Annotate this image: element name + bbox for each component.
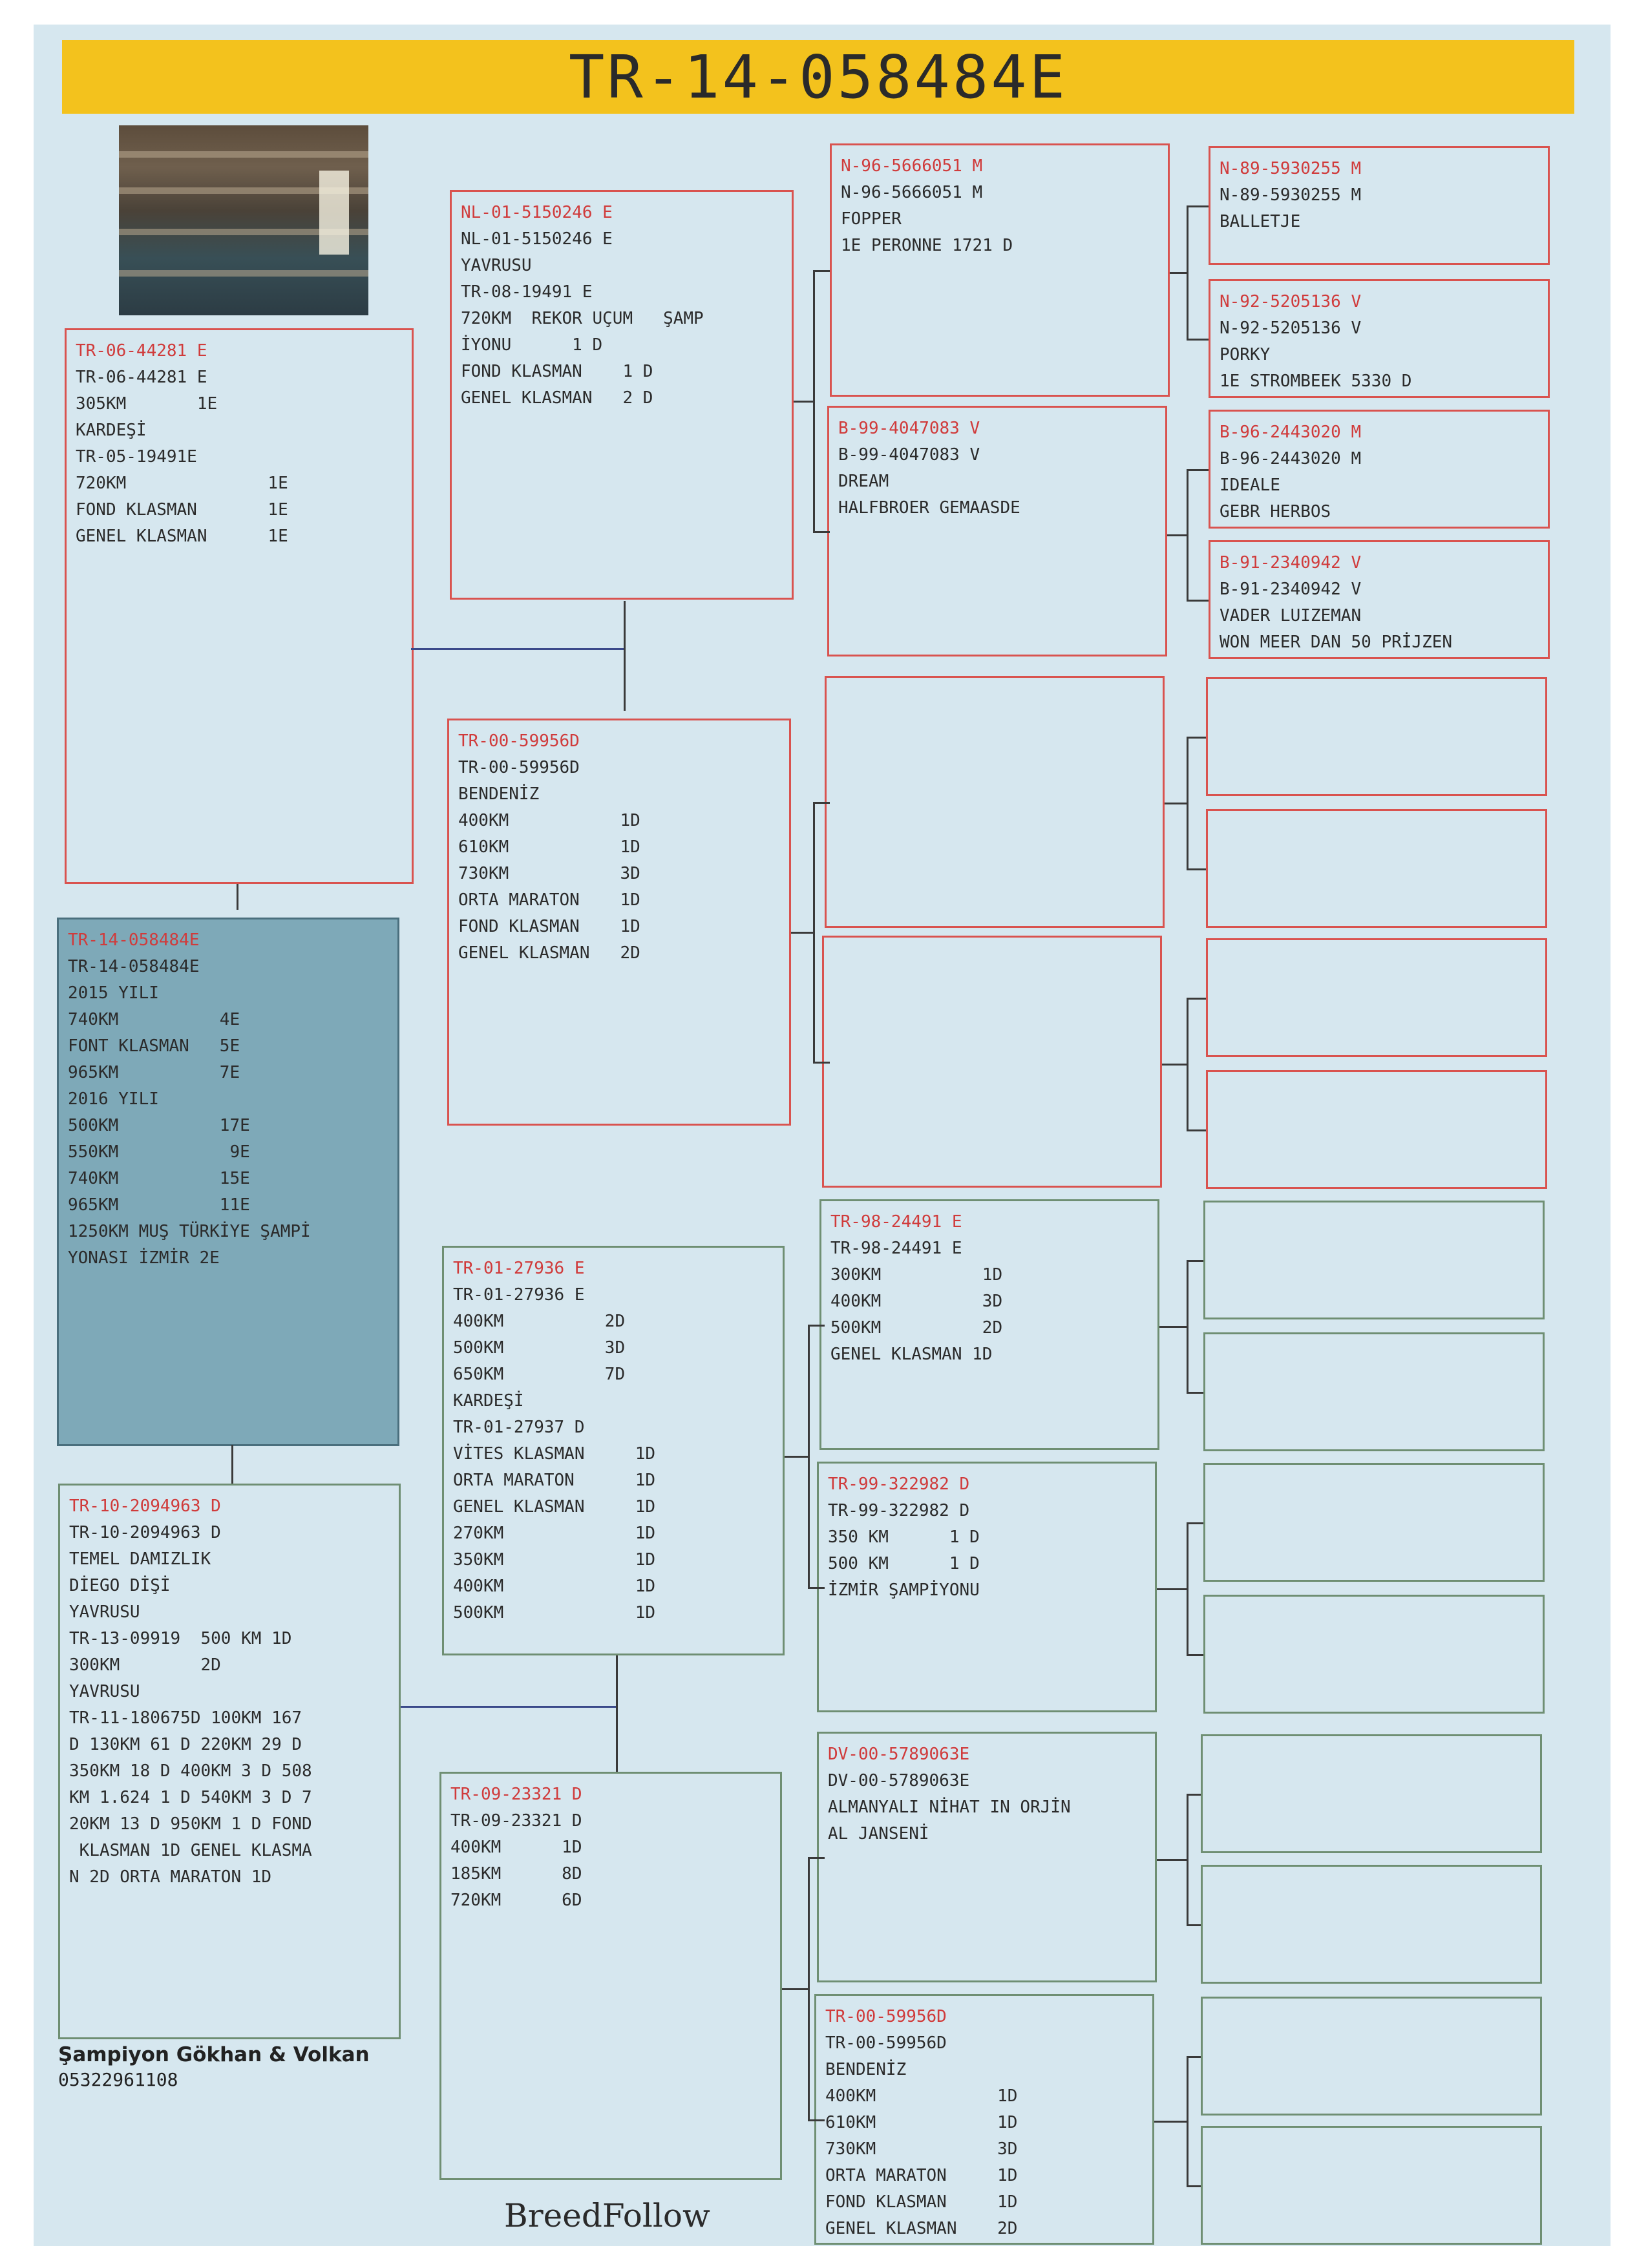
card-line: KARDEŞİ <box>76 421 147 440</box>
card-line: İZMİR ŞAMPİYONU <box>828 1580 980 1600</box>
card-line: TR-14-058484E <box>68 957 200 976</box>
card-line: 500KM 2D <box>830 1318 1003 1338</box>
card-line: DİEGO DİŞİ <box>69 1576 171 1595</box>
card-line: 720KM REKOR UÇUM ŞAMP <box>461 309 704 328</box>
card-line: 500KM 17E <box>68 1116 250 1135</box>
card-line: 20KM 13 D 950KM 1 D FOND <box>69 1814 312 1834</box>
card-line: FOND KLASMAN 1E <box>76 500 288 520</box>
card-line: TR-10-2094963 D <box>69 1523 221 1542</box>
connector <box>1187 1260 1203 1262</box>
card-line: AL JANSENİ <box>828 1824 929 1843</box>
page-title: TR-14-058484E <box>568 42 1068 112</box>
card-line: 740KM 15E <box>68 1169 250 1188</box>
connector <box>1187 2056 1201 2058</box>
great-grandparent-card <box>1206 677 1547 796</box>
card-line: 610KM 1D <box>458 837 640 857</box>
ring-number-header: N-92-5205136 V <box>1220 292 1362 311</box>
card-line: GENEL KLASMAN 2 D <box>461 388 653 408</box>
card-line: VADER LUIZEMAN <box>1220 606 1362 625</box>
card-line: KARDEŞİ <box>453 1391 524 1411</box>
card-line: TEMEL DAMIZLIK <box>69 1549 211 1569</box>
connector <box>1187 469 1188 600</box>
connector <box>1167 534 1187 536</box>
card-line: İYONU 1 D <box>461 335 603 355</box>
card-line: B-99-4047083 V <box>838 445 980 465</box>
card-line: N-89-5930255 M <box>1220 185 1362 205</box>
card-line: GENEL KLASMAN 2D <box>458 943 640 963</box>
card-line: PORKY <box>1220 345 1271 364</box>
card-line: TR-98-24491 E <box>830 1239 962 1258</box>
connector <box>1187 1522 1203 1524</box>
connector <box>1187 600 1209 602</box>
grandparent-card <box>825 676 1165 928</box>
card-line: DREAM <box>838 472 889 491</box>
connector <box>1187 1654 1203 1656</box>
card-line: 965KM 7E <box>68 1063 240 1082</box>
card-line: B-91-2340942 V <box>1220 580 1362 599</box>
connector <box>785 1456 808 1458</box>
connector <box>1187 339 1209 341</box>
great-grandparent-card <box>1206 1070 1547 1189</box>
card-line: IDEALE <box>1220 476 1280 495</box>
card-line: TR-13-09919 500 KM 1D <box>69 1629 292 1648</box>
great-grandparent-card <box>1201 2126 1542 2245</box>
card-line: FOND KLASMAN 1D <box>825 2192 1018 2212</box>
ring-number-header: TR-14-058484E <box>68 930 200 950</box>
connector <box>1154 2121 1187 2123</box>
connector <box>1170 272 1187 274</box>
card-line: KLASMAN 1D GENEL KLASMA <box>69 1841 312 1860</box>
card-line: 400KM 3D <box>830 1292 1003 1311</box>
card-line: 1E PERONNE 1721 D <box>841 236 1013 255</box>
connector <box>237 884 238 910</box>
card-line: FOPPER <box>841 209 902 229</box>
connector <box>1187 998 1206 1000</box>
connector <box>808 1587 825 1589</box>
card-line: YAVRUSU <box>69 1682 140 1701</box>
card-line: TR-05-19491E <box>76 447 197 467</box>
card-line: D 130KM 61 D 220KM 29 D <box>69 1735 302 1754</box>
connector <box>1187 998 1188 1129</box>
card-line: ALMANYALI NİHAT IN ORJİN <box>828 1798 1071 1817</box>
card-line: 305KM 1E <box>76 394 218 414</box>
great-grandparent-card <box>1201 1734 1542 1853</box>
connector <box>808 1325 825 1327</box>
ring-number-header: TR-98-24491 E <box>830 1212 962 1232</box>
card-line: FONT KLASMAN 5E <box>68 1036 240 1056</box>
connector <box>624 601 626 711</box>
ring-number-header: TR-01-27936 E <box>453 1259 585 1278</box>
ring-number-header: TR-09-23321 D <box>450 1785 582 1804</box>
card-line: DV-00-5789063E <box>828 1771 970 1790</box>
card-line: GENEL KLASMAN 1D <box>453 1497 656 1517</box>
connector <box>1165 803 1187 804</box>
connector <box>813 1062 830 1064</box>
connector <box>1187 1129 1206 1131</box>
card-line: GENEL KLASMAN 2D <box>825 2219 1018 2238</box>
card-line: 400KM 1D <box>450 1838 582 1857</box>
connector <box>1187 1392 1203 1394</box>
grandparent-card <box>819 1199 1159 1450</box>
card-line: BALLETJE <box>1220 212 1301 231</box>
sire-mate-card <box>447 719 791 1126</box>
connector <box>813 270 815 531</box>
card-line: ORTA MARATON 1D <box>453 1471 656 1490</box>
great-grandparent-card <box>1203 1201 1545 1319</box>
ring-number-header: B-91-2340942 V <box>1220 553 1362 572</box>
connector <box>1187 1522 1188 1654</box>
sibling-card <box>65 328 414 884</box>
card-line: 740KM 4E <box>68 1010 240 1029</box>
loft-photo <box>119 125 368 315</box>
card-line: N-92-5205136 V <box>1220 319 1362 338</box>
connector <box>1157 1588 1187 1590</box>
sire-card <box>450 190 794 600</box>
ring-number-header: NL-01-5150246 E <box>461 203 613 222</box>
card-line: GEBR HERBOS <box>1220 502 1331 521</box>
card-line: TR-00-59956D <box>825 2033 947 2053</box>
ring-number-header: B-99-4047083 V <box>838 419 980 438</box>
connector <box>808 2119 825 2121</box>
great-grandparent-card <box>1203 1463 1545 1582</box>
card-line: B-96-2443020 M <box>1220 449 1362 468</box>
card-line: 500KM 3D <box>453 1338 626 1358</box>
card-line: 550KM 9E <box>68 1142 250 1162</box>
great-grandparent-card <box>1206 809 1547 928</box>
connector <box>813 531 830 533</box>
grandparent-card <box>817 1732 1157 1982</box>
card-line: 610KM 1D <box>825 2113 1018 2132</box>
connector <box>1187 1924 1201 1926</box>
card-line: YONASI İZMİR 2E <box>68 1248 220 1268</box>
ring-number-header: N-96-5666051 M <box>841 156 983 176</box>
card-line: 400KM 2D <box>453 1312 626 1331</box>
ring-number-header: TR-00-59956D <box>458 731 580 751</box>
card-line: ORTA MARATON 1D <box>458 890 640 910</box>
card-line: 1250KM MUŞ TÜRKİYE ŞAMPİ <box>68 1222 311 1241</box>
connector <box>1187 868 1206 870</box>
connector <box>794 401 813 403</box>
card-line: 650KM 7D <box>453 1365 626 1384</box>
card-line: WON MEER DAN 50 PRİJZEN <box>1220 633 1453 652</box>
connector <box>1187 1260 1188 1392</box>
ring-number-header: N-89-5930255 M <box>1220 159 1362 178</box>
card-line: KM 1.624 1 D 540KM 3 D 7 <box>69 1788 312 1807</box>
great-grandparent-card <box>1206 938 1547 1057</box>
great-grandparent-card <box>1201 1997 1542 2116</box>
grandparent-card <box>830 143 1170 397</box>
card-line: NL-01-5150246 E <box>461 229 613 249</box>
dam-card <box>442 1246 785 1655</box>
great-grandparent-card <box>1209 410 1550 529</box>
connector <box>1187 469 1209 471</box>
connector <box>401 1706 617 1708</box>
great-grandparent-card <box>1203 1332 1545 1451</box>
card-line: 720KM 6D <box>450 1891 582 1910</box>
connector <box>1187 737 1206 739</box>
connector <box>1187 2185 1201 2187</box>
card-line: 400KM 1D <box>453 1577 656 1596</box>
card-line: 270KM 1D <box>453 1524 656 1543</box>
ring-number-header: TR-06-44281 E <box>76 341 207 361</box>
connector <box>231 1445 233 1484</box>
card-line: HALFBROER GEMAASDE <box>838 498 1020 518</box>
connector <box>1187 205 1209 207</box>
connector <box>616 1655 618 1772</box>
great-grandparent-card <box>1209 540 1550 659</box>
connector <box>1157 1859 1187 1861</box>
card-line: BENDENİZ <box>825 2060 907 2079</box>
card-line: FOND KLASMAN 1D <box>458 917 640 936</box>
connector <box>1187 1794 1201 1796</box>
card-line: TR-06-44281 E <box>76 368 207 387</box>
card-line: 350KM 18 D 400KM 3 D 508 <box>69 1761 312 1781</box>
ring-number-header: TR-00-59956D <box>825 2007 947 2026</box>
card-line: 2015 YILI <box>68 983 159 1003</box>
card-line: BENDENİZ <box>458 784 540 804</box>
connector <box>1187 2056 1188 2185</box>
connector <box>1187 737 1188 868</box>
card-line: N-96-5666051 M <box>841 183 983 202</box>
great-grandparent-card <box>1209 279 1550 398</box>
card-line: TR-09-23321 D <box>450 1811 582 1831</box>
card-line: 185KM 8D <box>450 1864 582 1884</box>
card-line: VİTES KLASMAN 1D <box>453 1444 656 1464</box>
card-line: 730KM 3D <box>458 864 640 883</box>
card-line: N 2D ORTA MARATON 1D <box>69 1867 272 1887</box>
card-line: 965KM 11E <box>68 1195 250 1215</box>
card-line: 300KM 1D <box>830 1265 1003 1285</box>
card-line: 730KM 3D <box>825 2139 1018 2159</box>
card-line: 1E STROMBEEK 5330 D <box>1220 372 1412 391</box>
card-line: 400KM 1D <box>825 2086 1018 2106</box>
title-banner <box>62 40 1574 114</box>
brand-logo: BreedFollow <box>504 2197 710 2234</box>
card-line: 2016 YILI <box>68 1089 159 1109</box>
card-line: TR-01-27936 E <box>453 1285 585 1305</box>
connector <box>782 1988 808 1990</box>
card-line: GENEL KLASMAN 1D <box>830 1345 993 1364</box>
card-line: ORTA MARATON 1D <box>825 2166 1018 2185</box>
card-line: TR-11-180675D 100KM 167 <box>69 1708 302 1728</box>
card-line: TR-08-19491 E <box>461 282 593 302</box>
card-line: 350 KM 1 D <box>828 1528 980 1547</box>
connector <box>1159 1326 1187 1328</box>
card-line: 300KM 2D <box>69 1655 221 1675</box>
connector <box>813 270 830 272</box>
card-line: YAVRUSU <box>69 1602 140 1622</box>
great-grandparent-card <box>1201 1865 1542 1984</box>
connector <box>1187 1794 1188 1924</box>
owner-phone: 05322961108 <box>58 2069 178 2090</box>
connector <box>808 1857 810 2119</box>
card-line: TR-00-59956D <box>458 758 580 777</box>
connector <box>791 932 813 934</box>
dam-mate-card <box>439 1772 782 2180</box>
connector <box>1187 205 1188 339</box>
card-line: TR-01-27937 D <box>453 1418 585 1437</box>
grandparent-card <box>817 1462 1157 1712</box>
great-grandparent-card <box>1203 1595 1545 1714</box>
connector <box>808 1325 810 1587</box>
card-line: FOND KLASMAN 1 D <box>461 362 653 381</box>
card-line: 500 KM 1 D <box>828 1554 980 1573</box>
connector <box>808 1857 825 1859</box>
connector <box>813 802 830 804</box>
connector <box>813 802 815 1062</box>
ring-number-header: DV-00-5789063E <box>828 1745 970 1764</box>
owner-name: Şampiyon Gökhan & Volkan <box>58 2043 370 2066</box>
grandparent-card <box>822 936 1162 1188</box>
card-line: YAVRUSU <box>461 256 532 275</box>
card-line: 500KM 1D <box>453 1603 656 1622</box>
card-line: 720KM 1E <box>76 474 288 493</box>
grandparent-card <box>827 406 1167 656</box>
ring-number-header: TR-10-2094963 D <box>69 1496 221 1516</box>
ring-number-header: TR-99-322982 D <box>828 1475 970 1494</box>
connector <box>1162 1064 1187 1066</box>
card-line: GENEL KLASMAN 1E <box>76 527 288 546</box>
card-line: 400KM 1D <box>458 811 640 830</box>
grandparent-card <box>814 1994 1154 2245</box>
card-line: 350KM 1D <box>453 1550 656 1570</box>
card-line: TR-99-322982 D <box>828 1501 970 1520</box>
great-grandparent-card <box>1209 146 1550 265</box>
dam-side-card <box>58 1484 401 2039</box>
subject-card <box>57 918 399 1446</box>
connector <box>411 648 624 650</box>
ring-number-header: B-96-2443020 M <box>1220 423 1362 442</box>
